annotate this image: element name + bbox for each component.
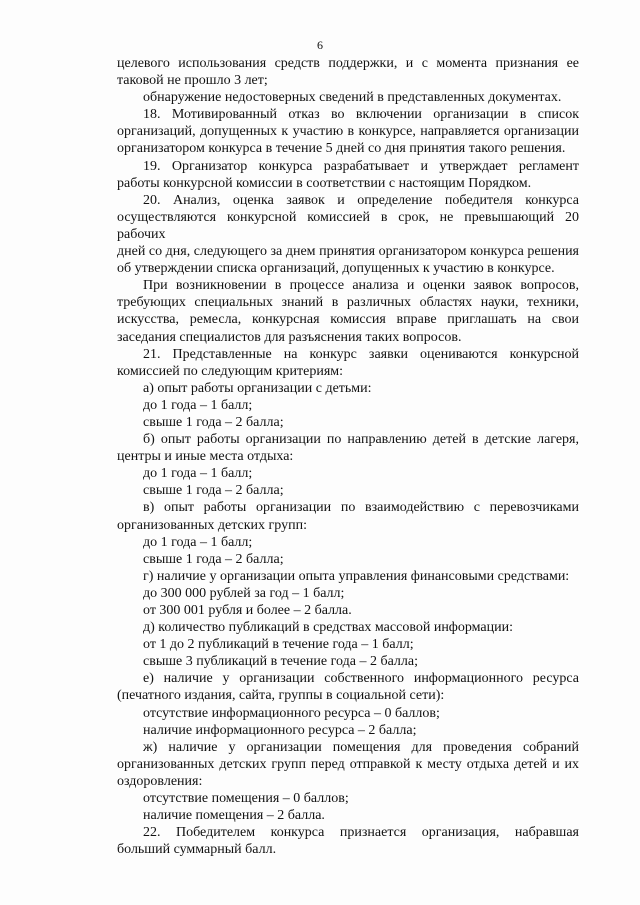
text-line: обнаружение недостоверных сведений в представленных документах. (143, 90, 562, 106)
text-line: а) опыт работы организации с детьми: (143, 380, 372, 396)
text-line: 21. Представленные на конкурс заявки оцениваются конкурсной (143, 346, 579, 362)
text-line: таковой не прошло 3 лет; (117, 73, 268, 89)
text-line: от 1 до 2 публикаций в течение года – 1 балл; (143, 637, 414, 653)
page-number: 6 (317, 38, 323, 52)
text-line: 22. Победителем конкурса признается организация, набравшая (143, 825, 579, 841)
text-line: осуществляются конкурсной комиссией в срок, не превышающий 20 рабочих (117, 209, 579, 242)
document-body (117, 55, 579, 858)
text-line: отсутствие помещения – 0 баллов; (143, 791, 349, 807)
text-line: отсутствие информационного ресурса – 0 баллов; (143, 705, 440, 721)
text-line: организованных детских групп: (117, 517, 307, 533)
text-line: наличие помещения – 2 балла. (143, 808, 325, 824)
text-line: свыше 1 года – 2 балла; (143, 414, 284, 430)
text-line: заседания специалистов для разъяснения таких вопросов. (117, 329, 462, 345)
text-line: дней со дня, следующего за днем принятия организатором конкурса решения (117, 244, 579, 260)
text-line: организатором конкурса в течение 5 дней со дня принятия такого решения. (117, 141, 566, 157)
text-line: в) опыт работы организации по взаимодействию с перевозчиками (143, 500, 579, 516)
text-line: оздоровления: (117, 773, 203, 789)
text-line: ж) наличие у организации помещения для проведения собраний (143, 739, 579, 755)
text-line: требующих специальных знаний в различных областях науки, техники, (117, 295, 579, 311)
text-line: 18. Мотивированный отказ во включении организации в список (143, 107, 579, 123)
text-line: 20. Анализ, оценка заявок и определение победителя конкурса (143, 192, 579, 208)
text-line: до 300 000 рублей за год – 1 балл; (143, 585, 345, 601)
text-line: искусства, ремесла, конкурсная комиссия вправе приглашать на свои (117, 312, 579, 328)
text-line: (печатного издания, сайта, группы в социальной сети): (117, 688, 445, 704)
text-line: свыше 1 года – 2 балла; (143, 483, 284, 499)
text-line: При возникновении в процессе анализа и оценки заявок вопросов, (143, 278, 579, 294)
text-line: до 1 года – 1 балл; (143, 397, 253, 413)
text-line: больший суммарный балл. (117, 842, 277, 858)
text-line: б) опыт работы организации по направлению детей в детские лагеря, (143, 432, 579, 448)
text-line: центры и иные места отдыха: (117, 449, 294, 465)
text-line: свыше 1 года – 2 балла; (143, 551, 284, 567)
text-line: организаций, допущенных к участию в конкурсе, направляется организации (117, 124, 579, 140)
text-line: до 1 года – 1 балл; (143, 466, 253, 482)
text-line: организованных детских групп перед отправкой к месту отдыха детей и их (117, 756, 579, 772)
text-line: до 1 года – 1 балл; (143, 534, 253, 550)
text-line: целевого использования средств поддержки, и с момента признания ее (117, 56, 579, 71)
text-line: работы конкурсной комиссии в соответствии с настоящим Порядком. (117, 175, 532, 191)
text-line: комиссией по следующим критериям: (117, 363, 344, 379)
text-line: наличие информационного ресурса – 2 балла; (143, 722, 417, 738)
text-line: об утверждении списка организаций, допущенных к участию в конкурсе. (117, 261, 555, 277)
text-line: от 300 001 рубля и более – 2 балла. (143, 603, 352, 618)
text-line: свыше 3 публикаций в течение года – 2 балла; (143, 654, 418, 670)
text-line: 19. Организатор конкурса разрабатывает и утверждает регламент (143, 158, 579, 174)
text-line: г) наличие у организации опыта управления финансовыми средствами: (143, 568, 570, 584)
text-line: д) количество публикаций в средствах массовой информации: (143, 620, 514, 636)
text-line: е) наличие у организации собственного информационного ресурса (143, 671, 579, 687)
